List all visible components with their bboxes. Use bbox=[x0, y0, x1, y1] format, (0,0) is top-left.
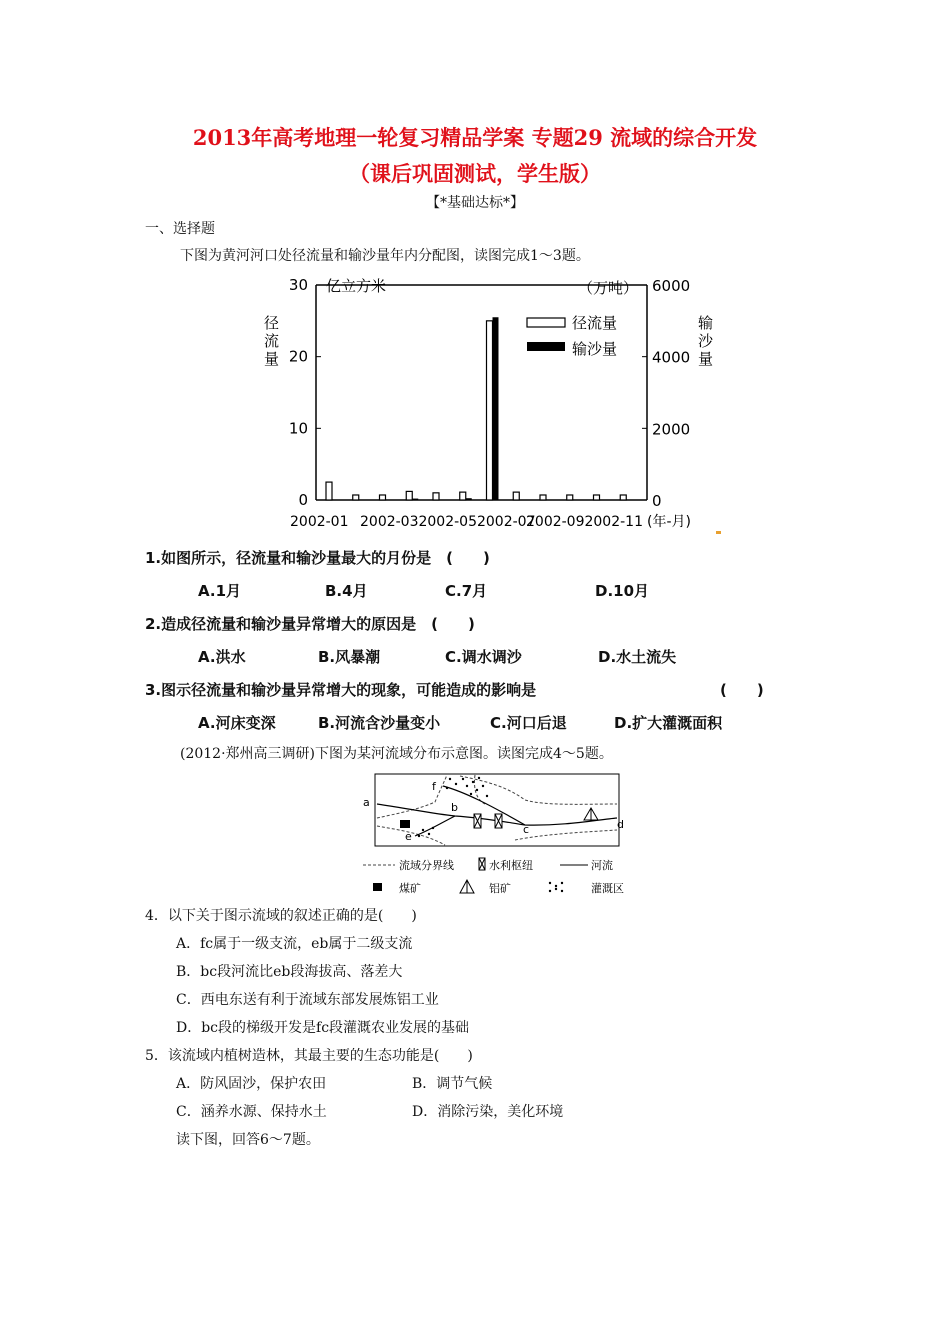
coal-mine-marker bbox=[400, 820, 410, 828]
aluminum-mine-marker bbox=[584, 808, 598, 820]
orange-mark bbox=[716, 531, 721, 534]
q1-option-d: D.10月 bbox=[595, 582, 650, 600]
right-tick-label: 0 bbox=[652, 492, 662, 510]
x-axis-ticks bbox=[290, 513, 691, 530]
basin-boundary bbox=[460, 776, 617, 804]
hydro-hub-marker bbox=[495, 814, 502, 828]
doc-title-line1: 2013年高考地理一轮复习精品学案 专题29 流域的综合开发 bbox=[192, 125, 758, 150]
sediment-bar bbox=[466, 498, 472, 500]
right-tick-label: 2000 bbox=[652, 420, 691, 439]
map-label-b: b bbox=[451, 801, 458, 814]
next-intro: 读下图，回答6～7题。 bbox=[176, 1132, 320, 1148]
q5-option-b: B．调节气候 bbox=[412, 1076, 493, 1092]
left-tick-label: 30 bbox=[288, 276, 308, 294]
legend-hub-swatch bbox=[479, 858, 485, 870]
map-label-e: e bbox=[405, 830, 412, 843]
left-tick-label: 10 bbox=[288, 419, 308, 438]
legend-coal-swatch bbox=[373, 883, 382, 891]
legend-irrigation-label: 灌溉区 bbox=[591, 882, 624, 895]
q3-option-a: A.河床变深 bbox=[198, 714, 276, 732]
runoff-bar bbox=[487, 321, 493, 500]
legend-runoff-swatch bbox=[527, 318, 565, 327]
q1-option-a: A.1月 bbox=[198, 582, 242, 600]
legend-aluminum-label: 铝矿 bbox=[489, 882, 511, 895]
right-tick-label: 6000 bbox=[652, 277, 691, 295]
q2-option-c: C.调水调沙 bbox=[445, 648, 522, 666]
river-eb bbox=[415, 816, 455, 836]
q2-option-d: D.水土流失 bbox=[598, 648, 677, 666]
runoff-bar bbox=[380, 495, 386, 500]
river-basin-map bbox=[355, 770, 640, 900]
legend-sediment-swatch bbox=[527, 342, 565, 351]
q2-option-b: B.风暴潮 bbox=[318, 648, 381, 666]
legend-runoff-label: 径流量 bbox=[572, 314, 618, 332]
q4-option-c: C．西电东送有利于流域东部发展炼铝工业 bbox=[176, 992, 439, 1008]
left-tick-label: 20 bbox=[288, 347, 308, 366]
map-label-a: a bbox=[363, 796, 370, 809]
q2-option-a: A.洪水 bbox=[198, 648, 246, 666]
q3-option-d: D.扩大灌溉面积 bbox=[614, 714, 723, 732]
runoff-bar bbox=[620, 495, 626, 500]
map-label-f: f bbox=[432, 780, 436, 793]
legend-hub-label: 水利枢纽 bbox=[489, 859, 533, 872]
basin-boundary bbox=[515, 830, 617, 840]
q3-option-b: B.河流含沙量变小 bbox=[318, 714, 441, 732]
q1-option-c: C.7月 bbox=[445, 582, 488, 600]
hydro-hub-marker bbox=[474, 814, 481, 828]
runoff-bar bbox=[406, 491, 412, 500]
left-axis-label: 径流量 bbox=[264, 314, 280, 368]
q3-option-c: C.河口后退 bbox=[490, 714, 567, 732]
q4-option-d: D．bc段的梯级开发是fc段灌溉农业发展的基础 bbox=[176, 1020, 470, 1036]
chart-legend bbox=[527, 314, 617, 358]
q4-option-a: A．fc属于一级支流，eb属于二级支流 bbox=[176, 936, 413, 952]
x-tick-label: 2002-092002-11 bbox=[526, 514, 643, 530]
q2-stem: 2.造成径流量和输沙量异常增大的原因是 ( ) bbox=[145, 615, 475, 633]
q4-option-b: B．bc段河流比eb段海拔高、落差大 bbox=[176, 964, 403, 980]
sediment-bar bbox=[493, 317, 499, 500]
runoff-bar bbox=[353, 495, 359, 500]
basin-boundary bbox=[377, 775, 447, 818]
runoff-bar bbox=[540, 495, 546, 500]
runoff-bar bbox=[594, 495, 600, 500]
q5-option-a: A．防风固沙，保护农田 bbox=[176, 1076, 327, 1092]
map-intro: (2012·郑州高三调研)下图为某河流域分布示意图。读图完成4～5题。 bbox=[180, 746, 613, 762]
q3-stem: 3.图示径流量和输沙量异常增大的现象，可能造成的影响是 bbox=[145, 681, 537, 699]
q1-stem: 1.如图所示，径流量和输沙量最大的月份是 ( ) bbox=[145, 549, 490, 567]
legend-irrigation-swatch bbox=[549, 882, 563, 892]
section-heading: 一、选择题 bbox=[145, 221, 215, 237]
q3-paren: ( ) bbox=[720, 681, 764, 699]
map-label-d: d bbox=[617, 818, 624, 831]
legend-aluminum-swatch bbox=[460, 880, 474, 893]
left-tick-label: 0 bbox=[298, 491, 308, 509]
runoff-bar bbox=[326, 482, 332, 500]
runoff-bar bbox=[567, 495, 573, 500]
x-tick-label: 2002-01 bbox=[290, 514, 349, 530]
legend-sediment-label: 输沙量 bbox=[572, 340, 618, 358]
q5-option-d: D．消除污染，美化环境 bbox=[412, 1104, 564, 1120]
q5-stem: 5．该流域内植树造林，其最主要的生态功能是( ) bbox=[145, 1048, 473, 1064]
right-unit-label: （万吨） bbox=[578, 279, 639, 297]
q5-option-c: C．涵养水源、保持水土 bbox=[176, 1104, 327, 1120]
runoff-bar bbox=[513, 492, 519, 500]
x-tick-label: 2002-032002-052002-07 bbox=[360, 514, 536, 530]
q1-option-b: B.4月 bbox=[325, 582, 368, 600]
q4-stem: 4．以下关于图示流域的叙述正确的是( ) bbox=[145, 908, 417, 924]
legend-boundary-label: 流域分界线 bbox=[399, 859, 454, 872]
map-label-c: c bbox=[523, 823, 530, 836]
left-unit-label: 亿立方米 bbox=[326, 277, 387, 295]
runoff-bar bbox=[460, 492, 466, 500]
sediment-bar bbox=[412, 499, 418, 500]
right-axis-label: 输沙量 bbox=[698, 314, 714, 368]
runoff-bar bbox=[433, 493, 439, 500]
chart-intro: 下图为黄河河口处径流量和输沙量年内分配图，读图完成1～3题。 bbox=[180, 248, 590, 264]
right-axis-ticks bbox=[642, 277, 690, 510]
right-tick-label: 4000 bbox=[652, 348, 691, 367]
section-subtitle: 【*基础达标*】 bbox=[426, 195, 524, 211]
runoff-sediment-chart bbox=[250, 268, 730, 543]
x-tick-label: (年-月) bbox=[647, 514, 691, 530]
legend-river-label: 河流 bbox=[591, 859, 613, 872]
legend-coal-label: 煤矿 bbox=[399, 882, 421, 895]
doc-title-line2: （课后巩固测试，学生版） bbox=[349, 161, 601, 186]
